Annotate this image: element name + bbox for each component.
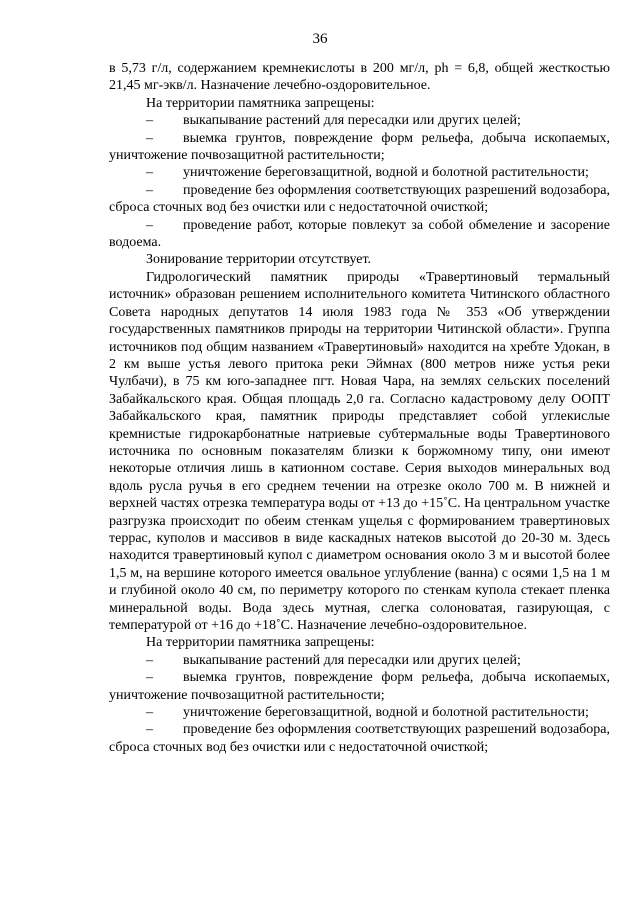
list-item-text: выемка грунтов, повреждение форм рельефа, добыча ископаемых, уничтожение почвозащитной растительности; xyxy=(109,130,610,164)
page-number: 36 xyxy=(312,31,328,47)
list-item xyxy=(109,182,610,217)
list-item xyxy=(109,217,610,252)
paragraph: в 5,73 г/л, содержанием кремнекислоты в 200 мг/л, ph = 6,8, общей жесткостью 21,45 мг-экв/л. Назначение лечебно-оздоровительное. xyxy=(109,61,610,94)
document-body xyxy=(109,60,610,756)
list-item xyxy=(109,112,610,129)
list-item xyxy=(109,164,610,181)
list-item-text: выемка грунтов, повреждение форм рельефа, добыча ископаемых, уничтожение почвозащитной растительности; xyxy=(109,670,610,703)
paragraph: На территории памятника запрещены: xyxy=(146,635,375,651)
list-marker: – xyxy=(146,217,153,233)
list-marker: – xyxy=(146,652,153,668)
list-item-text: проведение без оформления соответствующих разрешений водозабора, сброса сточных вод без очистки или с недостаточной очисткой; xyxy=(109,722,610,755)
list-item xyxy=(109,130,610,165)
list-item-text: выкапывание растений для пересадки или других целей; xyxy=(183,113,521,129)
list-item-text: проведение работ, которые повлекут за собой обмеление и засорение водоема. xyxy=(109,217,610,251)
list-marker: – xyxy=(146,165,153,181)
list-item xyxy=(109,669,610,704)
paragraph: Зонирование территории отсутствует. xyxy=(146,252,372,268)
list-item-text: выкапывание растений для пересадки или других целей; xyxy=(183,652,521,668)
list-item-text: проведение без оформления соответствующих разрешений водозабора, сброса сточных вод без очистки или с недостаточной очисткой; xyxy=(109,182,610,216)
list-item xyxy=(109,652,610,669)
paragraph: Гидрологический памятник природы «Травертиновый термальный источник» образован решением исполнительного комитета Читинского областного Совета народных депутатов 14 июля 1983 года № 353 «Об утверждении государственных памятников природы на территории Читинской области». Группа источников под общим названием «Травертиновый» находится на хребте Удокан, в 2 км выше устья левого притока реки Эймнах (800 метров ниже устья реки Чулбачи), в 75 км юго-западнее пгт. Новая Чара, на землях сельских поселений Забайкальского края. Общая площадь 2,0 га. Согласно кадастровому делу ООПТ Забайкальского края, памятник природы представляет собой углекислые кремнистые гидрокарбонатные натриевые субтермальные воды Травертинового источника по основным показателям близки к боржомному типу, они имеют некоторые отличия лишь в катионном составе. Серия выходов минеральных вод вдоль русла ручья в его среднем течении на отрезке около 700 м. В нижней и верхней частях отрезка температура воды от +13 до +15˚С. На центральном участке разгрузка происходит по обеим стенкам ущелья с формированием травертиновых террас, куполов и массивов в виде каскадных натеков высотой до 20-30 м. Здесь находится травертиновый купол с диаметром основания около 3 м и высотой более 1,5 м, на вершине которого имеется овальное углубление (ванна) с осями 1,5 на 1 м и глубиной около 40 см, по периметру которого по стенкам купола стекает пленка минеральной воды. Вода здесь мутная, слегка солоноватая, газирующая, с температурой от +16 до +18˚С. Назначение лечебно-оздоровительное. xyxy=(109,269,610,633)
list-marker: – xyxy=(146,182,153,198)
list-item-text: уничтожение береговзащитной, водной и болотной растительности; xyxy=(183,705,589,721)
list-item-text: уничтожение береговзащитной, водной и болотной растительности; xyxy=(183,165,589,181)
paragraph: На территории памятника запрещены: xyxy=(146,95,375,111)
list-marker: – xyxy=(146,130,153,146)
list-marker: – xyxy=(146,113,153,129)
list-item xyxy=(109,721,610,756)
list-marker: – xyxy=(146,722,153,738)
list-marker: – xyxy=(146,670,153,686)
list-marker: – xyxy=(146,705,153,721)
list-item xyxy=(109,704,610,721)
